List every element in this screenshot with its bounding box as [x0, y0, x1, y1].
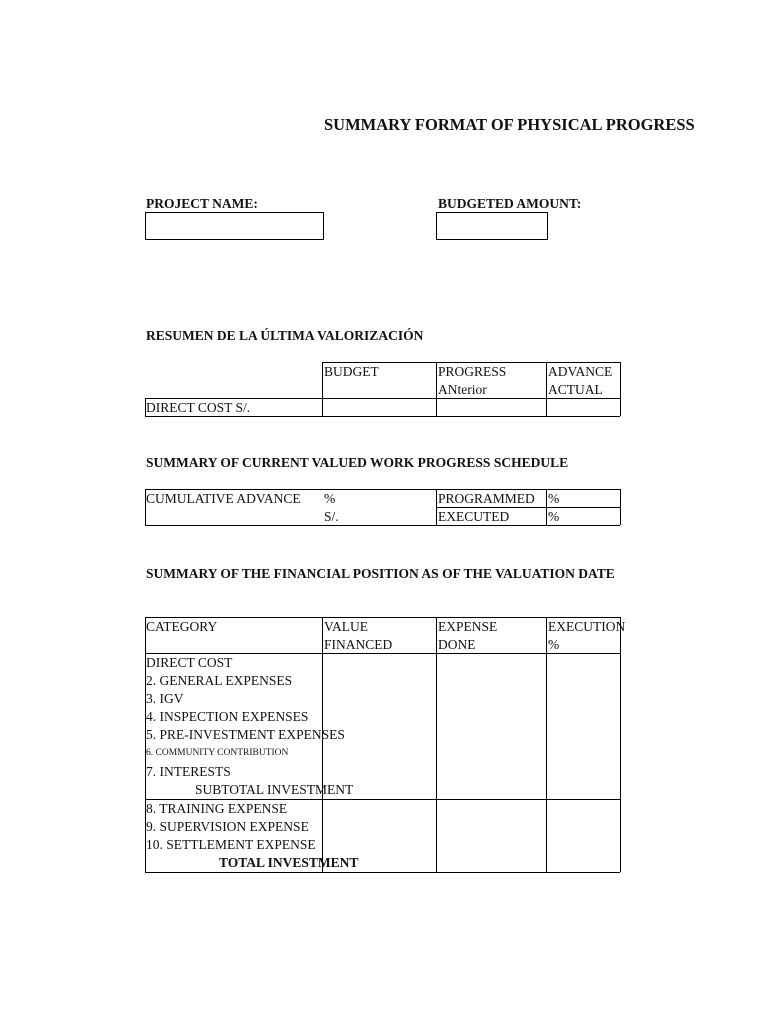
- category-item: 2. GENERAL EXPENSES: [146, 673, 293, 688]
- section2-heading: SUMMARY OF CURRENT VALUED WORK PROGRESS SCHEDULE: [146, 455, 569, 470]
- advance-header-line1: ADVANCE: [548, 364, 613, 379]
- expense-header-line1: EXPENSE: [438, 619, 498, 634]
- budgeted-amount-field[interactable]: [436, 212, 548, 240]
- advance-header-line2: ACTUAL: [548, 382, 603, 397]
- category-item: 3. IGV: [146, 691, 184, 706]
- category-item: 10. SETTLEMENT EXPENSE: [146, 837, 316, 852]
- category-item: 6. COMMUNITY CONTRIBUTION: [146, 748, 289, 758]
- category-header: CATEGORY: [146, 619, 218, 634]
- subtotal-investment-label: SUBTOTAL INVESTMENT: [195, 782, 354, 797]
- cumulative-percent-symbol: %: [324, 491, 336, 506]
- total-investment-label: TOTAL INVESTMENT: [219, 855, 359, 870]
- programmed-label: PROGRAMMED: [438, 491, 535, 506]
- progress-header-line1: PROGRESS: [438, 364, 507, 379]
- budget-header: BUDGET: [324, 364, 379, 379]
- section1-heading: RESUMEN DE LA ÚLTIMA VALORIZACIÓN: [146, 328, 424, 343]
- execution-header-line2: %: [548, 637, 560, 652]
- category-item: DIRECT COST: [146, 655, 233, 670]
- cumulative-advance-label: CUMULATIVE ADVANCE: [146, 491, 301, 506]
- cumulative-currency-symbol: S/.: [324, 509, 339, 524]
- category-item: 7. INTERESTS: [146, 764, 231, 779]
- executed-label: EXECUTED: [438, 509, 510, 524]
- category-item: 4. INSPECTION EXPENSES: [146, 709, 309, 724]
- execution-header-line1: EXECUTION: [548, 619, 626, 634]
- category-item: 5. PRE-INVESTMENT EXPENSES: [146, 727, 345, 742]
- category-item: 8. TRAINING EXPENSE: [146, 801, 288, 816]
- direct-cost-row-label: DIRECT COST S/.: [146, 400, 251, 415]
- progress-header-line2: ANterior: [438, 382, 487, 397]
- page-title: SUMMARY FORMAT OF PHYSICAL PROGRESS: [324, 115, 695, 134]
- value-header-line2: FINANCED: [324, 637, 393, 652]
- value-header-line1: VALUE: [324, 619, 369, 634]
- category-item: 9. SUPERVISION EXPENSE: [146, 819, 309, 834]
- programmed-unit: %: [548, 491, 560, 506]
- project-name-field[interactable]: [145, 212, 324, 240]
- project-name-label: PROJECT NAME:: [146, 196, 258, 211]
- expense-header-line2: DONE: [438, 637, 476, 652]
- section3-heading: SUMMARY OF THE FINANCIAL POSITION AS OF THE VALUATION DATE: [146, 566, 615, 581]
- budgeted-amount-label: BUDGETED AMOUNT:: [438, 196, 582, 211]
- executed-unit: %: [548, 509, 560, 524]
